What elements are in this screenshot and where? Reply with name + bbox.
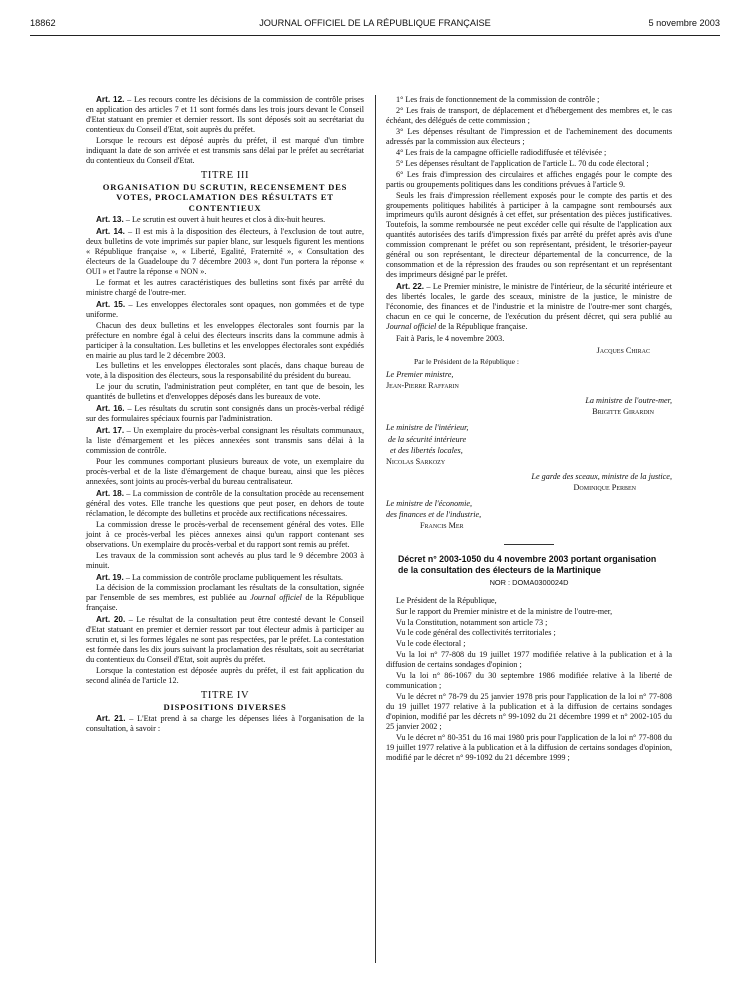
- economy-minister-name: Francis Mer: [420, 521, 464, 531]
- article-17-p1: Art. 17. – Un exemplaire du procès-verbal consignant les résultats communaux, la liste d'émargement et les pièces annexées sont transmis sans délai à la commission de contrôle.: [86, 426, 364, 456]
- decree-president: Le Président de la République,: [396, 595, 497, 605]
- article-13: Art. 13. – Le scrutin est ouvert à huit heures et clos à dix-huit heures.: [96, 215, 326, 225]
- titre-3-heading: TITRE III: [200, 169, 250, 181]
- article-12-p2: Lorsque le recours est déposé auprès du préfet, il est marqué d'un timbre indiquant la date de son arrivée et est transmis sans délai par le préfet au secrétariat du contentieux du Conseil d'Etat.: [86, 135, 364, 165]
- visa-1: Vu la Constitution, notamment son article 73 ;: [396, 617, 548, 627]
- overseas-minister-title: La ministre de l'outre-mer,: [585, 396, 672, 406]
- expense-item-5: 5° Les dépenses résultant de l'application de l'article L. 70 du code électoral ;: [396, 158, 649, 168]
- expense-item-6: 6° Les frais d'impression des circulaires et affiches engagés pour le compte des partis ou groupements politiques dans les conditions prévues à l'article 9.: [386, 169, 672, 189]
- signatory-president: Jacques Chirac: [596, 345, 650, 355]
- article-15-p2: Chacun des deux bulletins et les enveloppes électorales sont fournis par la préfecture en nombre égal à celui des électeurs inscrits dans la commune admis à participer à la consultation. Les bulletins et les enveloppes électorales sont expédiés en mairie au plus tard le 2 décembre 2003.: [86, 320, 364, 360]
- article-15-p3: Les bulletins et les enveloppes électorales sont placés, dans chaque bureau de vote, à la disposition des électeurs, sous la responsabilité du président du bureau.: [86, 361, 364, 381]
- visa-4: Vu la loi n° 77-808 du 19 juillet 1977 modifiée relative à la publication et à la diffusion de certains sondages d'opinion ;: [386, 650, 672, 670]
- pm-title: Le Premier ministre,: [386, 370, 454, 380]
- article-21: Art. 21. – L'Etat prend à sa charge les dépenses liées à l'organisation de la consultation, à savoir :: [86, 714, 364, 734]
- right-column: [386, 95, 672, 764]
- page-header: [30, 14, 720, 36]
- separator-rule: [504, 544, 554, 545]
- article-20-p1: Art. 20. – Le résultat de la consultation peut être contesté devant le Conseil d'Etat statuant en premier et dernier ressort par tout électeur admis à participer au scrutin et, si les formes légales ne sont pas respectées, par le préfet. La contestation est formée dans les dix jours suivant la proclamation des résultats, soit au secrétariat du contentieux du Conseil d'Etat, soit auprès du préfet.: [86, 615, 364, 665]
- article-15-p4: Le jour du scrutin, l'administration peut compléter, en tant que de besoin, les quantités de bulletins et d'enveloppes déposés dans les bureaux de vote.: [86, 382, 364, 402]
- article-15-p1: Art. 15. – Les enveloppes électorales sont opaques, non gommées et de type uniforme.: [86, 299, 364, 319]
- article-19-p1: Art. 19. – La commission de contrôle proclame publiquement les résultats.: [96, 572, 343, 582]
- titre-4-subheading: DISPOSITIONS DIVERSES: [163, 701, 287, 712]
- titre-4-heading: TITRE IV: [200, 690, 250, 702]
- expense-item-3: 3° Les dépenses résultant de l'impression et de l'acheminement des documents adressés par la commission aux électeurs ;: [386, 126, 672, 146]
- nor-reference: NOR : DOMA0300024D: [489, 577, 569, 587]
- visa-7: Vu le décret n° 80-351 du 16 mai 1980 pris pour l'application de la loi n° 77-808 du 19 juillet 1977 relative à la publication et à la diffusion de certains sondages d'opinion, modifié par le décret n° 99-1092 du 21 décembre 1999 ;: [386, 733, 672, 762]
- article-14-p1: Art. 14. – Il est mis à la disposition des électeurs, à l'exclusion de tout autre, deux bulletins de vote imprimés sur papier blanc, sur lesquels figurent les mentions « République française », « Liberté, Egalité, Fraternité », « Consultation des électeurs de la Guadeloupe du 7 décembre 2003 », dont l'un portera la réponse « OUI » et l'autre la réponse « NON ».: [86, 227, 364, 276]
- article-19-p2: La décision de la commission proclamant les résultats de la consultation, signée par l'ensemble de ses membres, est publiée au Journal officiel de la République française.: [86, 583, 364, 613]
- expense-item-1: 1° Les frais de fonctionnement de la commission de contrôle ;: [396, 95, 600, 104]
- visa-6: Vu le décret n° 78-79 du 25 janvier 1978 pris pour l'application de la loi n° 77-808 du 19 juillet 1977 relative à la publication et à la diffusion de certains sondages d'opinion, modifié par les décrets n° 99-1092 du 21 décembre 1999 et n° 2002-105 du 25 janvier 2002 ;: [386, 692, 672, 732]
- interior-minister-title-3: et des libertés locales,: [390, 445, 463, 455]
- justice-minister-name: Dominique Perben: [573, 483, 636, 493]
- titre-3-subheading: ORGANISATION DU SCRUTIN, RECENSEMENT DES VOTES, PROCLAMATION DES RÉSULTATS ET CONTENTIEUX: [102, 181, 348, 213]
- article-17-p2: Pour les communes comportant plusieurs bureaux de vote, un exemplaire du procès-verbal et de la liste d'émargement de chaque bureau, ainsi que les pièces annexées, sont joints au procès-verbal du bureau centralisateur.: [86, 457, 364, 486]
- decree-sur-rapport: Sur le rapport du Premier ministre et de la ministre de l'outre-mer,: [396, 606, 613, 616]
- economy-minister-title-2: des finances et de l'industrie,: [386, 510, 482, 520]
- pm-name: Jean-Pierre Raffarin: [386, 381, 459, 391]
- visa-2: Vu le code général des collectivités territoriales ;: [396, 628, 556, 638]
- issue-date: 5 novembre 2003: [648, 18, 720, 28]
- interior-minister-title-2: de la sécurité intérieure: [388, 434, 467, 444]
- article-20-p2: Lorsque la contestation est déposée auprès du préfet, il est fait application du second alinéa de l'article 12.: [86, 666, 364, 686]
- signature-place-date: Fait à Paris, le 4 novembre 2003.: [396, 333, 505, 343]
- interior-minister-title-1: Le ministre de l'intérieur,: [386, 423, 469, 433]
- journal-title: JOURNAL OFFICIEL DE LA RÉPUBLIQUE FRANÇAISE: [259, 18, 491, 28]
- interior-minister-name: Nicolas Sarkozy: [386, 456, 446, 466]
- article-16: Art. 16. – Les résultats du scrutin sont consignés dans un procès-verbal rédigé sur des formulaires spéciaux fournis par l'administration.: [86, 404, 364, 424]
- page-number: 18862: [30, 18, 56, 28]
- column-divider: [375, 95, 376, 963]
- left-column: [86, 95, 364, 735]
- article-14-p2: Le format et les autres caractéristiques des bulletins sont fixés par arrêté du ministre chargé de l'outre-mer.: [86, 277, 364, 297]
- visa-3: Vu le code électoral ;: [396, 639, 466, 649]
- expense-item-4: 4° Les frais de la campagne officielle radiodiffusée et télévisée ;: [396, 147, 607, 157]
- article-18-p3: Les travaux de la commission sont achevés au plus tard le 9 décembre 2003 à minuit.: [86, 550, 364, 570]
- overseas-minister-name: Brigitte Girardin: [592, 407, 654, 417]
- by-the-president: Par le Président de la République :: [414, 356, 520, 366]
- justice-minister-title: Le garde des sceaux, ministre de la justice,: [531, 472, 672, 482]
- article-18-p2: La commission dresse le procès-verbal de recensement général des votes. Elle joint à ce procès-verbal les pièces annexes ainsi qu'un rapport contenant ses observations. Un exemplaire du procès-verbal et du rapport sont remis au préfet.: [86, 519, 364, 549]
- article-12-p1: Art. 12. – Les recours contre les décisions de la commission de contrôle prises en application des articles 7 et 11 sont formés dans les trois jours devant le Conseil d'Etat statuant en premier et dernier ressort. Ils sont déposés soit au secrétariat du contentieux du Conseil d'Etat, soit auprès du préfet.: [86, 95, 364, 134]
- decree-title: Décret n° 2003-1050 du 4 novembre 2003 portant organisation de la consultation des électeurs de la Martinique: [398, 554, 657, 576]
- article-22: Art. 22. – Le Premier ministre, le ministre de l'intérieur, de la sécurité intérieure et des libertés locales, le garde des sceaux, ministre de la justice, le ministre de l'économie, des finances et de l'industrie et la ministre de l'outre-mer sont chargés, chacun en ce qui le concerne, de l'exécution du présent décret, qui sera publié au Journal officiel de la République française.: [386, 282, 672, 331]
- article-18-p1: Art. 18. – La commission de contrôle de la consultation procède au recensement général des votes. Elle tranche les questions que peut poser, en dehors de toute réclamation, le décompte des bulletins et procède aux rectifications nécessaires.: [86, 488, 364, 518]
- reimbursement-paragraph: Seuls les frais d'impression réellement exposés pour le compte des partis et des groupements politiques habilités à participer à la campagne sont remboursés aux imprimeurs qu'ils auront désignés à cet effet, sur présentation des pièces justificatives. Toutefois, la somme remboursée ne peut excéder celle qui résulte de l'application aux quantités autorisées des tarifs d'impression fixés par arrêté du préfet après avis d'une commission comprenant le préfet ou son représentant, président, le trésorier-payeur général ou son représentant, le directeur départemental de la concurrence, de la consommation et de la répression des fraudes ou son représentant et un représentant des imprimeurs désigné par le préfet.: [386, 190, 672, 280]
- visa-5: Vu la loi n° 86-1067 du 30 septembre 1986 modifiée relative à la liberté de communication ;: [386, 671, 672, 691]
- economy-minister-title-1: Le ministre de l'économie,: [386, 499, 473, 509]
- expense-item-2: 2° Les frais de transport, de déplacement et d'hébergement des membres et, le cas échéant, des délégués de cette commission ;: [386, 105, 672, 125]
